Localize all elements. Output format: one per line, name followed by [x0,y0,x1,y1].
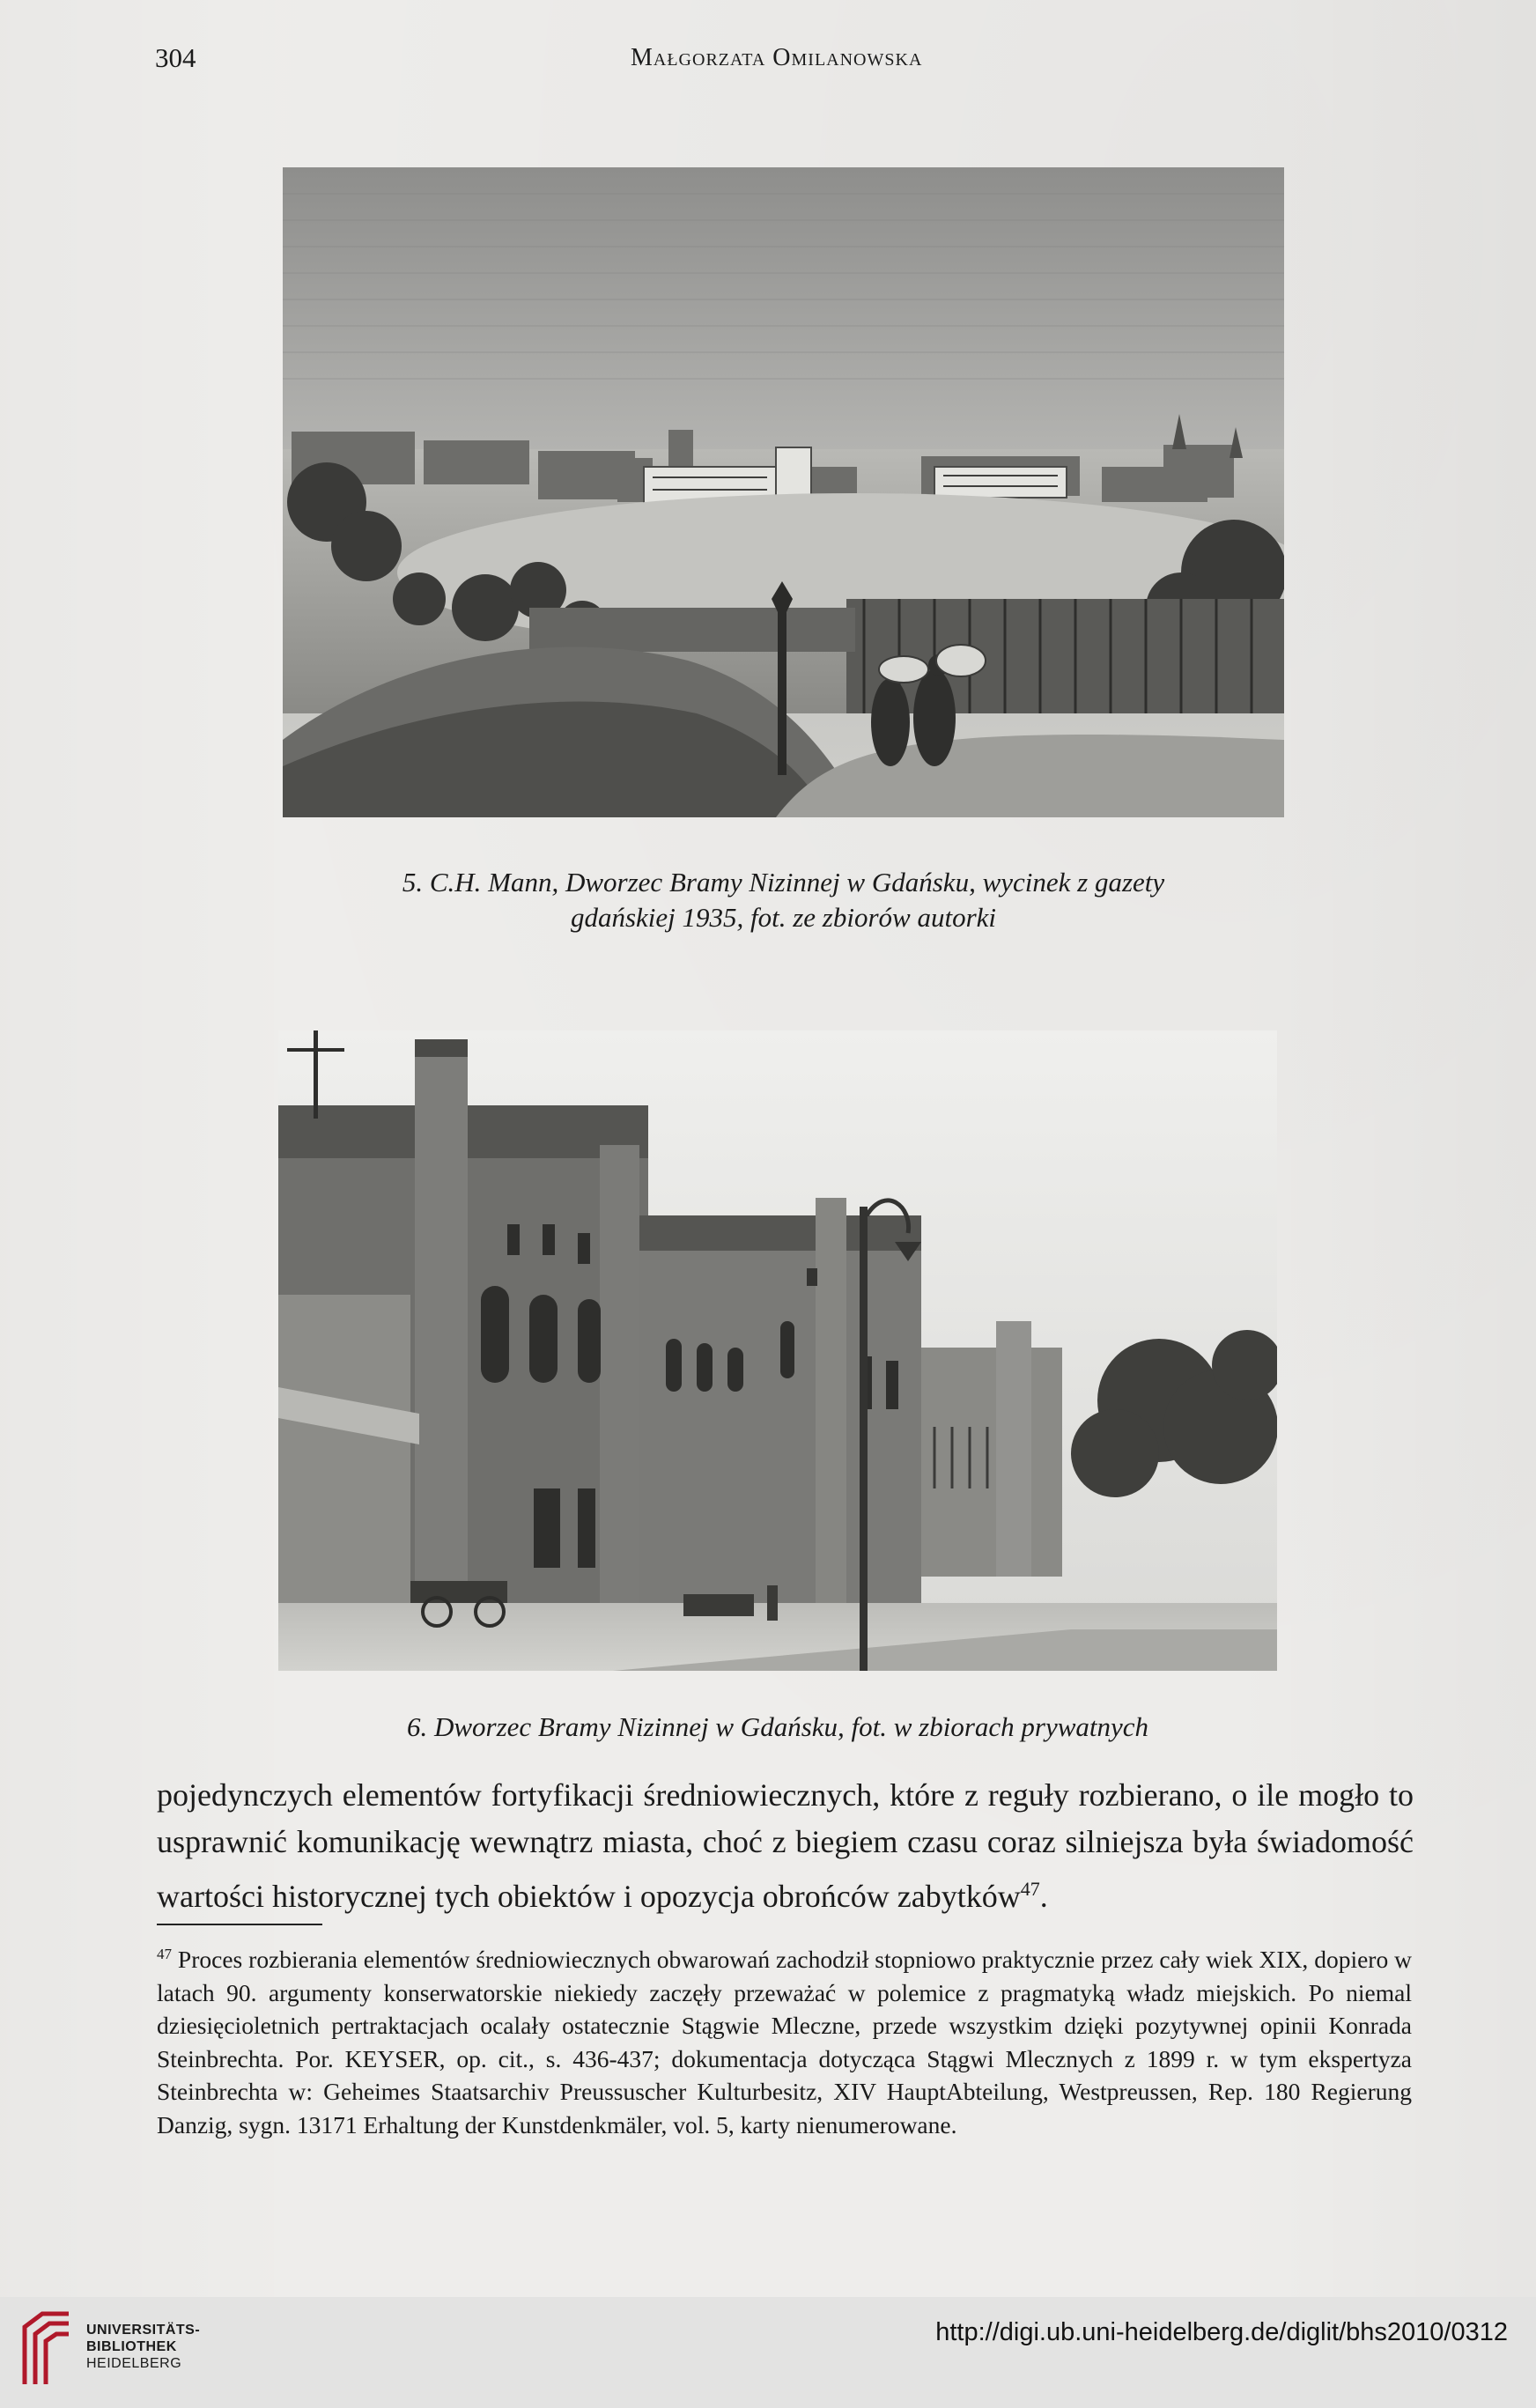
footnote-47 [157,1938,1412,2141]
library-name-line-3: HEIDELBERG [86,2356,182,2371]
library-logo-icon [16,2309,79,2393]
footnote-number: 47 [157,1946,172,1962]
footnote-divider [157,1924,322,1925]
library-name [86,2322,200,2372]
library-name-line-1: UNIVERSITÄTS- [86,2323,201,2338]
body-paragraph-text: pojedynczych elementów fortyfikacji średniowiecznych, które z reguły rozbierano, o ile mogło to usprawnić komunikację wewnątrz miasta, choć z biegiem czasu coraz silniejsza była świadomość wartości historycznej tych obiektów i opozycja obrońców zabytków [157,1777,1414,1914]
engraving-illustration [283,167,1284,817]
page-number: 304 [155,42,196,73]
library-name-line-2: BIBLIOTHEK [86,2339,177,2354]
source-url-link[interactable]: http://digi.ub.uni-heidelberg.de/diglit/bhs2010/0312 [935,2318,1508,2346]
figure-6-photograph [278,1030,1277,1671]
library-footer [0,2297,1536,2408]
figure-5-caption-line-1: 5. C.H. Mann, Dworzec Bramy Nizinnej w Gdańsku, wycinek z gazety [402,867,1165,897]
figure-6-caption [278,1710,1277,1745]
body-paragraph [157,1772,1414,1920]
figure-5-caption [283,865,1284,935]
running-title: Małgorzata Omilanowska [631,44,923,71]
footnote-text: Proces rozbierania elementów średniowiecznych obwarowań zachodził stopniowo praktycznie przez cały wiek XIX, dopiero w latach 90. argumenty konserwatorskie niekiedy zaczęły przeważać w polemice z pragmatyką władz miejskich. Po niemal dziesięcioletnich pertraktacjach ocalały ostatecznie Stągwie Mleczne, przede wszystkim dzięki pozytywnej opinii Konrada Steinbrechta. Por. KEYSER, op. cit., s. 436-437; dokumentacja dotycząca Stągwi Mlecznych z 1899 r. w tym ekspertyza Steinbrechta w: Geheimes Staatsarchiv Preussuscher Kulturbesitz, XIV HauptAbteilung, Westpreussen, Rep. 180 Regierung Danzig, sygn. 13171 Erhaltung der Kunstdenkmäler, vol. 5, karty nienumerowane. [157,1946,1412,2138]
station-photograph [278,1030,1277,1671]
figure-6-caption-line-1: 6. Dworzec Bramy Nizinnej w Gdańsku, fot. w zbiorach prywatnych [406,1711,1149,1742]
body-paragraph-end: . [1039,1879,1048,1914]
figure-5-caption-line-2: gdańskiej 1935, fot. ze zbiorów autorki [570,902,997,933]
figure-5-engraving [283,167,1284,817]
footnote-reference[interactable]: 47 [1020,1878,1040,1900]
